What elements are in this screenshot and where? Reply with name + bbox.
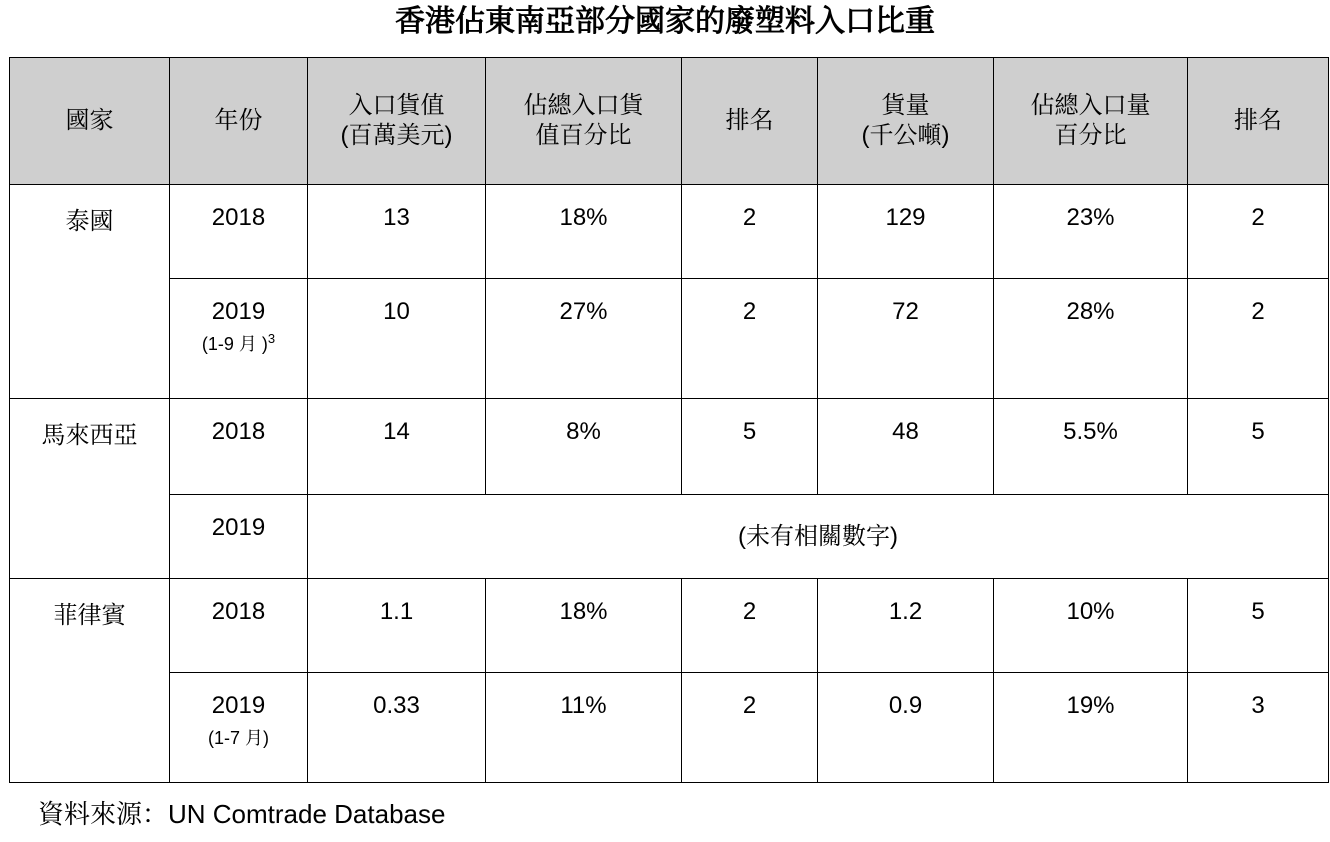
value-rank-cell: 2 bbox=[682, 579, 818, 673]
country-cell-malaysia: 馬來西亞 bbox=[10, 399, 170, 579]
volume-share-cell: 28% bbox=[994, 279, 1188, 399]
year-cell: 2019 (1-9 月 )$^3$ bbox=[170, 279, 308, 399]
value-share-cell: 27% bbox=[486, 279, 682, 399]
country-cell-philippines: 菲律賓 bbox=[10, 579, 170, 783]
volume-rank-cell: 2 bbox=[1188, 279, 1329, 399]
value-cell: 10 bbox=[308, 279, 486, 399]
value-rank-cell: 2 bbox=[682, 673, 818, 783]
year-note: (1-9 月 )$^3$ bbox=[201, 331, 276, 354]
year-cell: 2019 (1-7 月) bbox=[170, 673, 308, 783]
volume-share-cell: 5.5% bbox=[994, 399, 1188, 495]
header-value-rank: 排名 bbox=[682, 58, 818, 185]
volume-cell: 1.2 bbox=[818, 579, 994, 673]
volume-cell: 129 bbox=[818, 185, 994, 279]
table-row bbox=[10, 185, 1329, 279]
value-rank-cell: 2 bbox=[682, 185, 818, 279]
header-value-share: 佔總入口貨 值百分比 bbox=[486, 58, 682, 185]
volume-rank-cell: 5 bbox=[1188, 399, 1329, 495]
no-data-cell: (未有相關數字) bbox=[308, 495, 1329, 579]
table-title: 香港佔東南亞部分國家的廢塑料入口比重 bbox=[395, 5, 935, 38]
year-cell: 2018 bbox=[170, 185, 308, 279]
volume-cell: 48 bbox=[818, 399, 994, 495]
value-share-cell: 11% bbox=[486, 673, 682, 783]
volume-share-cell: 19% bbox=[994, 673, 1188, 783]
table-row bbox=[10, 399, 1329, 495]
header-year: 年份 bbox=[170, 58, 308, 185]
table-row bbox=[10, 495, 1329, 579]
value-cell: 13 bbox=[308, 185, 486, 279]
year-cell: 2018 bbox=[170, 399, 308, 495]
value-cell: 14 bbox=[308, 399, 486, 495]
header-volume-share: 佔總入口量 百分比 bbox=[994, 58, 1188, 185]
country-cell-thailand: 泰國 bbox=[10, 185, 170, 399]
volume-rank-cell: 3 bbox=[1188, 673, 1329, 783]
header-volume: 貨量 (千公噸) bbox=[818, 58, 994, 185]
volume-share-cell: 10% bbox=[994, 579, 1188, 673]
table-row bbox=[10, 673, 1329, 783]
volume-share-cell: 23% bbox=[994, 185, 1188, 279]
value-cell: 1.1 bbox=[308, 579, 486, 673]
value-rank-cell: 5 bbox=[682, 399, 818, 495]
header-row bbox=[10, 58, 1329, 185]
year-cell: 2018 bbox=[170, 579, 308, 673]
value-share-cell: 18% bbox=[486, 185, 682, 279]
value-cell: 0.33 bbox=[308, 673, 486, 783]
volume-rank-cell: 5 bbox=[1188, 579, 1329, 673]
volume-cell: 72 bbox=[818, 279, 994, 399]
volume-rank-cell: 2 bbox=[1188, 185, 1329, 279]
header-volume-rank: 排名 bbox=[1188, 58, 1329, 185]
year-cell: 2019 bbox=[170, 495, 308, 579]
source-note: 資料來源：UN Comtrade Database bbox=[38, 799, 446, 829]
volume-cell: 0.9 bbox=[818, 673, 994, 783]
table-row bbox=[10, 279, 1329, 399]
value-share-cell: 18% bbox=[486, 579, 682, 673]
value-rank-cell: 2 bbox=[682, 279, 818, 399]
import-share-table bbox=[9, 57, 1329, 783]
header-country: 國家 bbox=[10, 58, 170, 185]
year-note: (1-7 月) bbox=[207, 728, 269, 748]
header-import-value: 入口貨值 (百萬美元) bbox=[308, 58, 486, 185]
value-share-cell: 8% bbox=[486, 399, 682, 495]
table-row bbox=[10, 579, 1329, 673]
